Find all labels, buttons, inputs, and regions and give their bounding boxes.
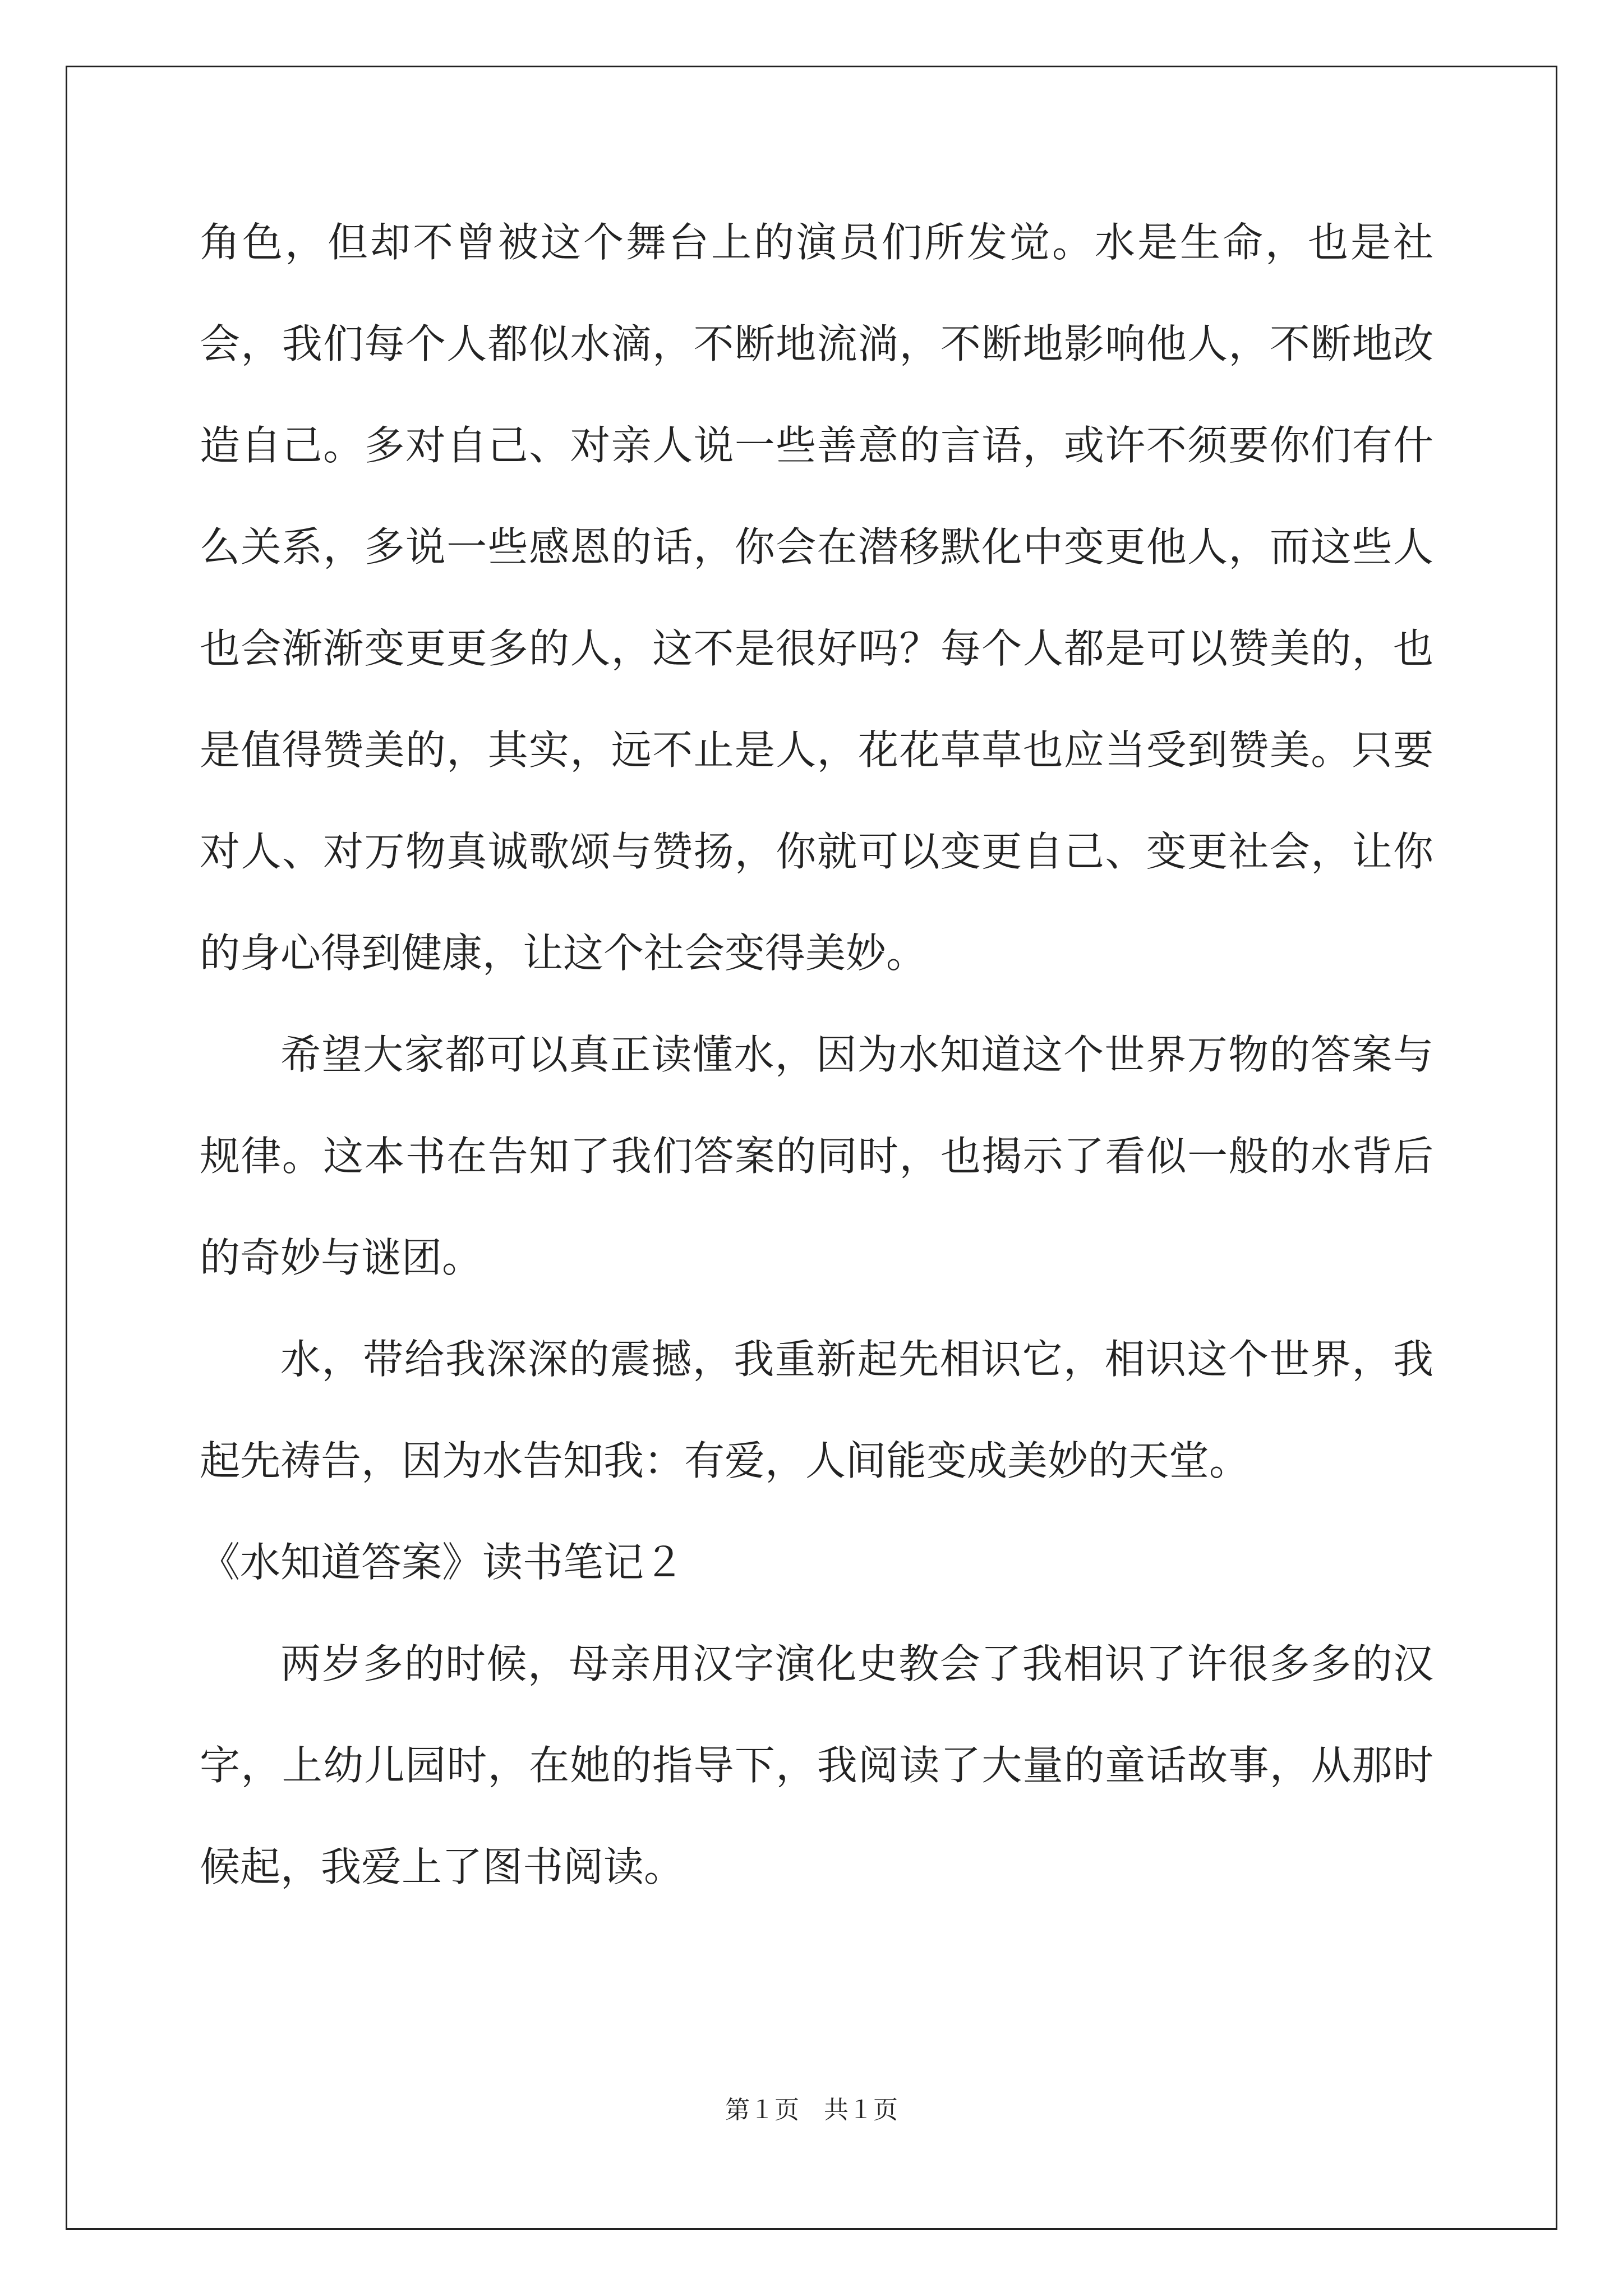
document-body <box>200 192 1433 1918</box>
section-heading: 《水知道答案》读书笔记２ <box>200 1539 685 1586</box>
paragraph-3: 水，带给我深深的震撼，我重新起先相识它，相识这个世界，我起先祷告，因为水告知我：有爱，人间能变成美妙的天堂。 <box>200 1336 1433 1484</box>
paragraph-1: 角色，但却不曾被这个舞台上的演员们所发觉。水是生命，也是社会，我们每个人都似水滴，不断地流淌，不断地影响他人，不断地改造自己。多对自己、对亲人说一些善意的言语，或许不须要你们有什么关系，多说一些感恩的话，你会在潜移默化中变更他人，而这些人也会渐渐变更更多的人，这不是很好吗？每个人都是可以赞美的，也是值得赞美的，其实，远不止是人，花花草草也应当受到赞美。只要对人、对万物真诚歌颂与赞扬，你就可以变更自己、变更社会，让你的身心得到健康，让这个社会变得美妙。 <box>200 219 1433 977</box>
page-number: 第１页 共１页 <box>725 2096 898 2124</box>
paragraph-4: 两岁多的时候，母亲用汉字演化史教会了我相识了许很多多的汉字，上幼儿园时，在她的指导下，我阅读了大量的童话故事，从那时候起，我爱上了图书阅读。 <box>200 1640 1433 1890</box>
paragraph-2: 希望大家都可以真正读懂水，因为水知道这个世界万物的答案与规律。这本书在告知了我们答案的同时，也揭示了看似一般的水背后的奇妙与谜团。 <box>200 1031 1433 1281</box>
